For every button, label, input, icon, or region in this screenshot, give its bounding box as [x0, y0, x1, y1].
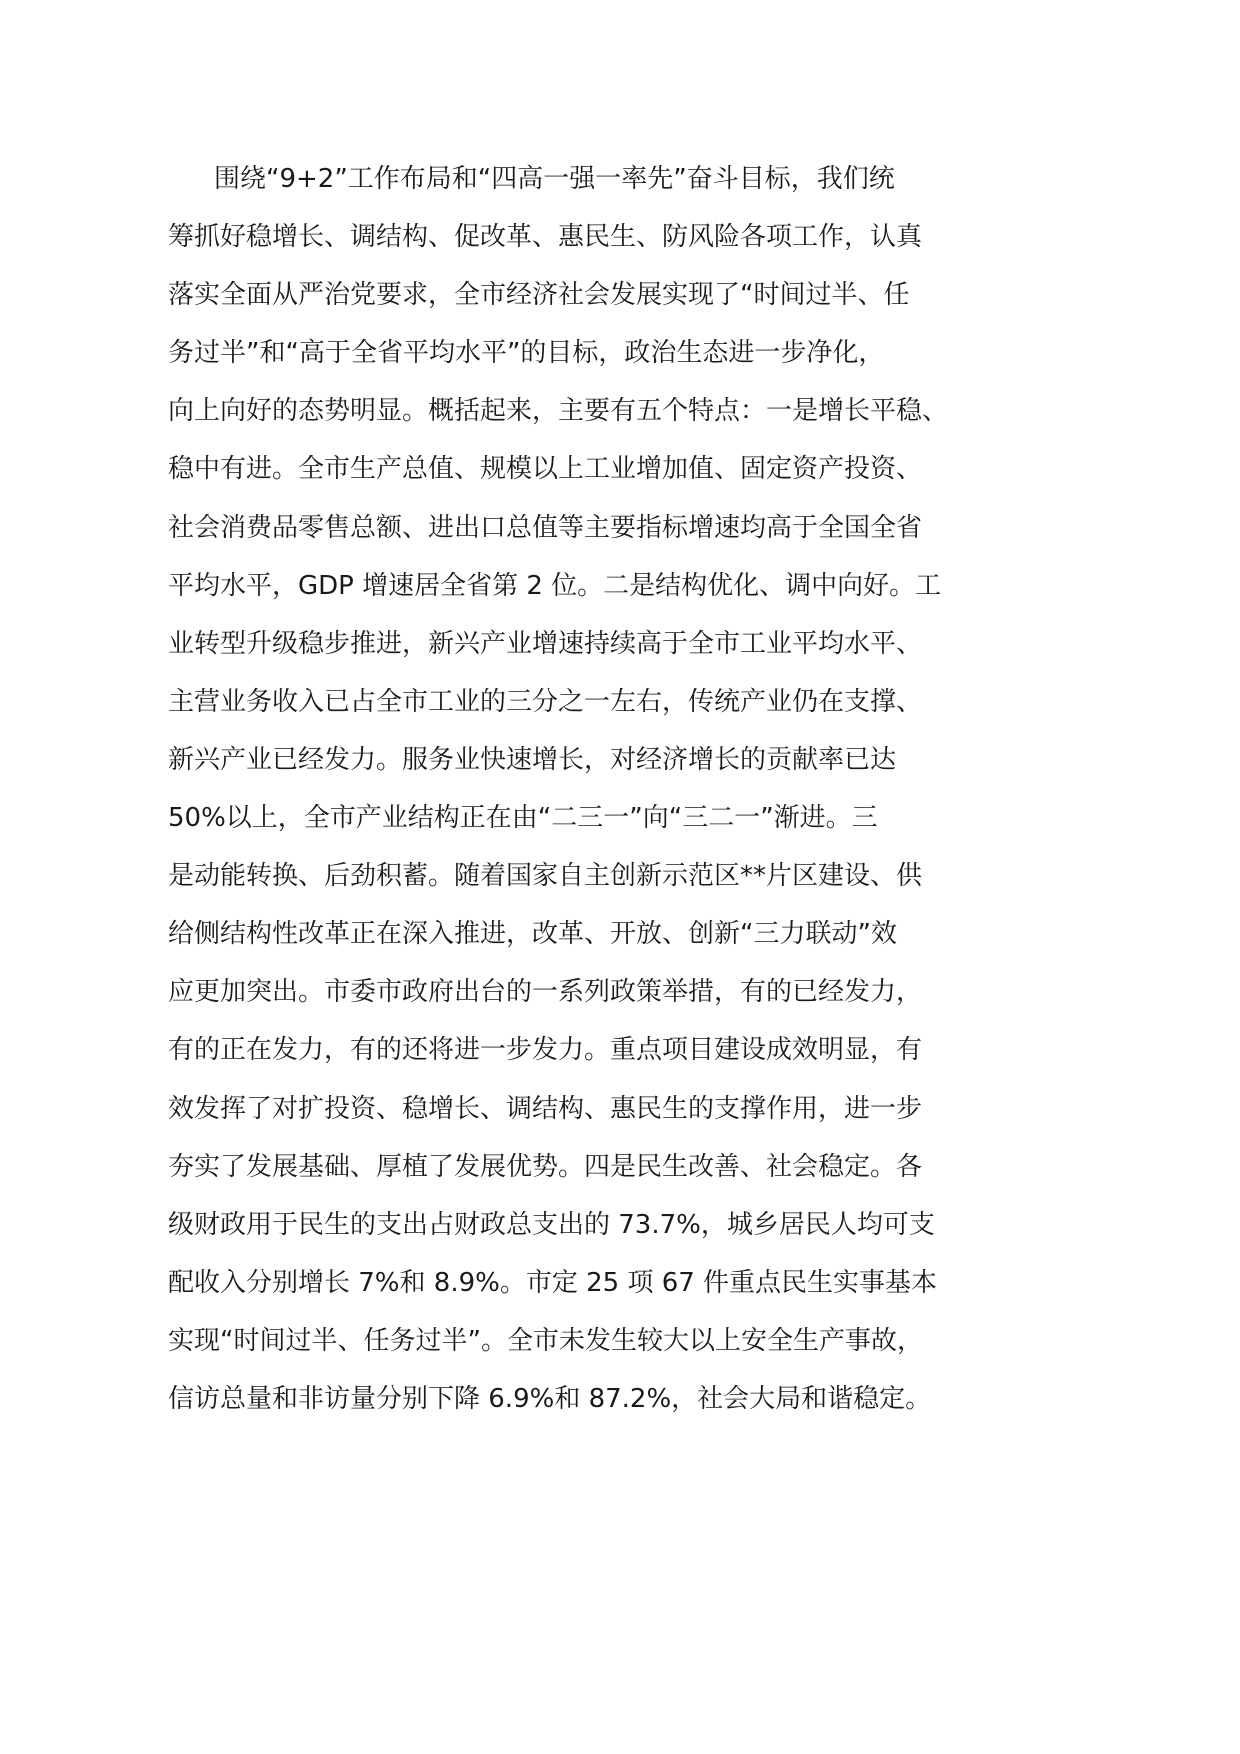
paragraph-line: 信访总量和非访量分别下降 6.9%和 87.2%，社会大局和谐稳定。 [168, 1383, 932, 1414]
paragraph-line: 围绕“9+2”工作布局和“四高一强一率先”奋斗目标，我们统 [214, 164, 895, 194]
paragraph-line: 落实全面从严治党要求，全市经济社会发展实现了“时间过半、任 [168, 280, 910, 311]
paragraph-line: 务过半”和“高于全省平均水平”的目标，政治生态进一步净化， [168, 338, 885, 369]
paragraph-line: 向上向好的态势明显。概括起来，主要有五个特点：一是增长平稳、 [168, 396, 949, 427]
paragraph-line: 社会消费品零售总额、进出口总值等主要指标增速均高于全国全省 [168, 512, 923, 543]
paragraph-line: 业转型升级稳步推进，新兴产业增速持续高于全市工业平均水平、 [168, 628, 923, 659]
paragraph-line: 级财政用于民生的支出占财政总支出的 73.7%，城乡居民人均可支 [168, 1209, 935, 1240]
paragraph-line: 平均水平，GDP 增速居全省第 2 位。二是结构优化、调中向好。工 [168, 570, 942, 601]
paragraph-line: 50%以上，全市产业结构正在由“二三一”向“三二一”渐进。三 [168, 803, 878, 834]
paragraph-line: 实现“时间过半、任务过半”。全市未发生较大以上安全生产事故， [168, 1325, 923, 1356]
paragraph-line: 配收入分别增长 7%和 8.9%。市定 25 项 67 件重点民生实事基本 [168, 1267, 938, 1298]
paragraph-line: 夯实了发展基础、厚植了发展优势。四是民生改善、社会稳定。各 [168, 1151, 923, 1182]
paragraph-line: 筹抓好稳增长、调结构、促改革、惠民生、防风险各项工作，认真 [168, 222, 923, 253]
paragraph-line: 有的正在发力，有的还将进一步发力。重点项目建设成效明显，有 [168, 1035, 923, 1066]
paragraph-line: 给侧结构性改革正在深入推进，改革、开放、创新“三力联动”效 [168, 919, 897, 950]
paragraph-line: 效发挥了对扩投资、稳增长、调结构、惠民生的支撑作用，进一步 [168, 1093, 923, 1124]
paragraph-line: 应更加突出。市委市政府出台的一系列政策举措，有的已经发力， [168, 977, 923, 1008]
paragraph-line: 是动能转换、后劲积蓄。随着国家自主创新示范区**片区建设、供 [168, 861, 923, 892]
paragraph-line: 主营业务收入已占全市工业的三分之一左右，传统产业仍在支撑、 [168, 686, 923, 717]
body-paragraph [168, 150, 968, 1428]
paragraph-line: 稳中有进。全市生产总值、规模以上工业增加值、固定资产投资、 [168, 454, 923, 485]
paragraph-line: 新兴产业已经发力。服务业快速增长，对经济增长的贡献率已达 [168, 744, 897, 775]
